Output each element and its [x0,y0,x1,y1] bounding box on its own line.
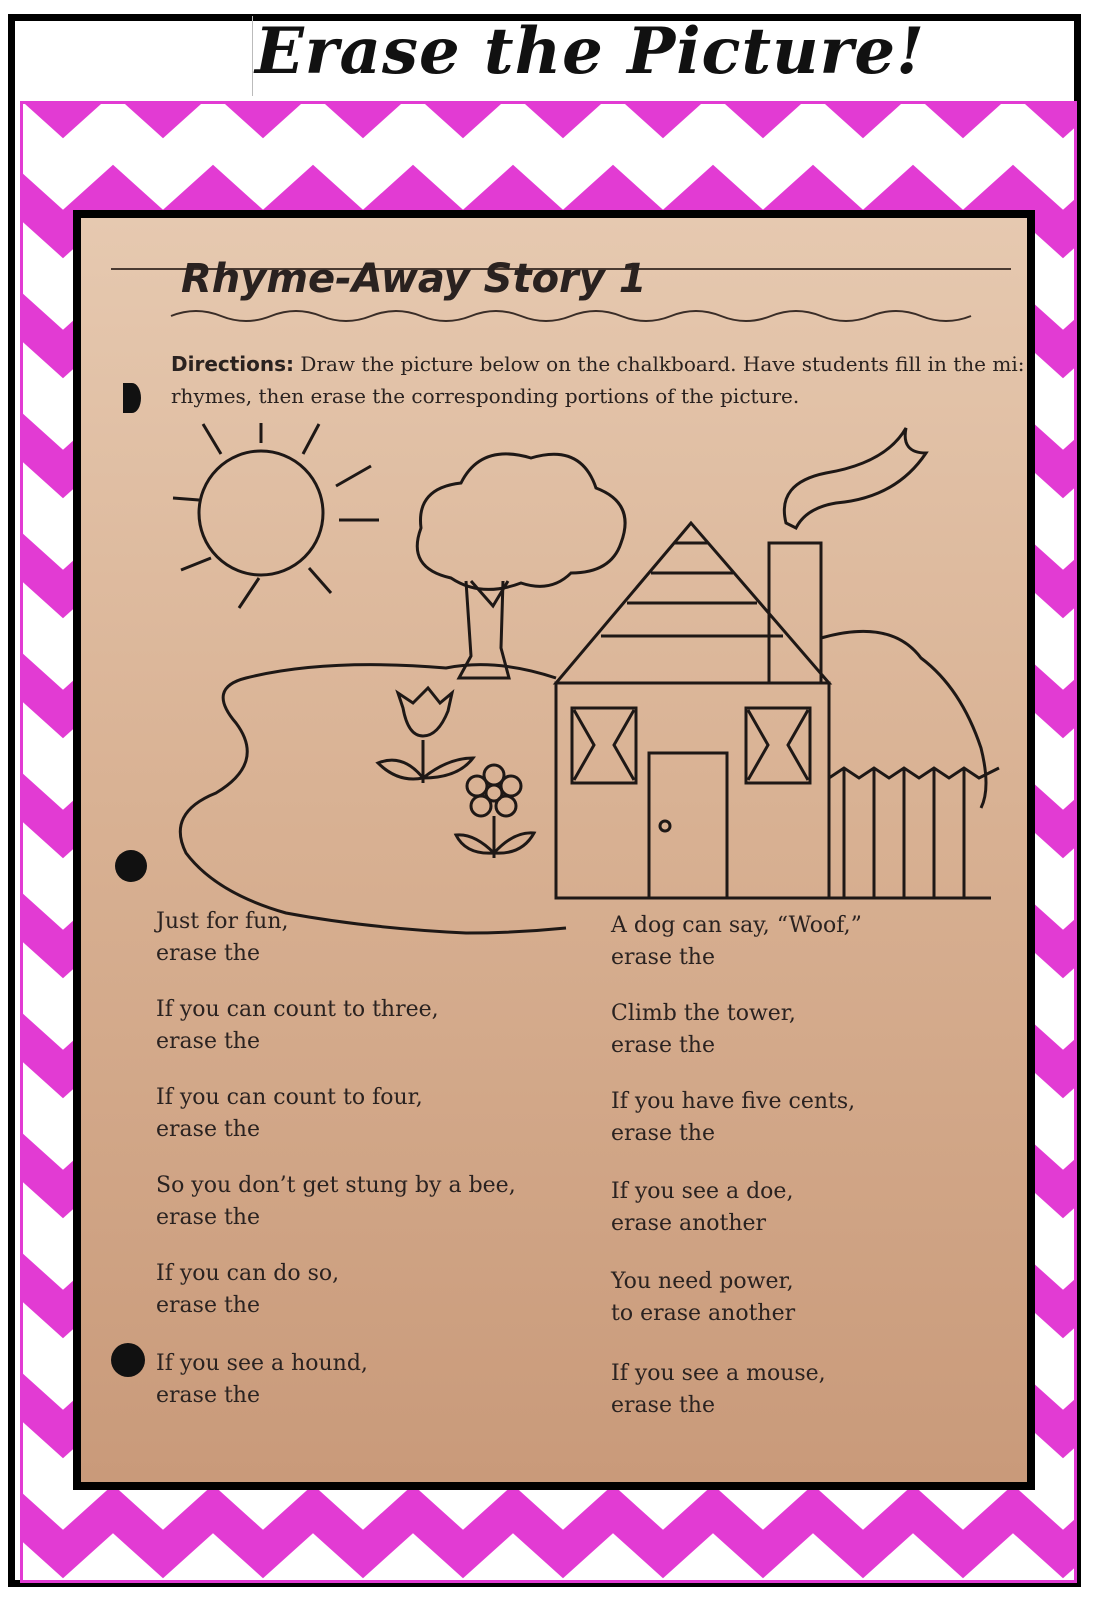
title-divider [252,16,253,96]
right-rhyme-3 [611,1086,855,1150]
rhyme-line-2: erase the [156,1117,260,1142]
rhyme-line-2: erase the [156,1293,260,1318]
rhyme-line-2: erase the [611,1033,715,1058]
right-rhyme-6 [611,1358,826,1422]
sun-drawing [173,423,379,608]
rhyme-line-1: If you see a doe, [611,1179,794,1204]
rhyme-line-1: You need power, [611,1269,794,1294]
rhyme-line-1: If you see a hound, [156,1351,368,1376]
house-drawing [556,523,829,898]
right-rhyme-5 [611,1266,795,1330]
smoke-drawing [784,428,926,528]
punch-hole-bottom [111,1343,145,1377]
directions-text [171,348,1035,412]
rhyme-line-2: erase the [156,1205,260,1230]
rhyme-line-1: If you can count to three, [156,997,439,1022]
left-rhyme-4 [156,1170,516,1234]
rhyme-line-1: If you see a mouse, [611,1361,826,1386]
rhyme-line-1: If you can do so, [156,1261,340,1286]
left-rhyme-3 [156,1082,423,1146]
chevron-stripe [23,104,1074,114]
rhyme-line-2: erase the [611,945,715,970]
rhyme-line-2: to erase another [611,1301,796,1326]
punch-hole-middle [115,850,147,882]
rhyme-line-2: erase the [156,1029,260,1054]
rhyme-line-2: erase the [156,941,260,966]
tree-drawing [417,454,625,678]
left-rhyme-2 [156,994,439,1058]
rhyme-line-2: erase the [611,1121,715,1146]
daisy-drawing [456,765,534,858]
rhyme-line-1: A dog can say, “Woof,” [611,913,862,938]
chevron-stripe [23,1509,1074,1554]
tulip-drawing [378,688,473,783]
rhyme-line-1: If you have five cents, [611,1089,856,1114]
right-rhyme-4 [611,1176,793,1240]
chimney-drawing [769,543,821,683]
rhyme-line-1: Just for fun, [156,909,289,934]
rhyme-line-2: erase the [156,1383,260,1408]
fence-drawing [821,768,999,898]
rhyme-line-1: If you can count to four, [156,1085,423,1110]
right-rhyme-1 [611,910,862,974]
left-rhyme-1 [156,906,288,970]
punch-hole-top [123,383,141,413]
rhyme-line-2: erase the [611,1393,715,1418]
rhyme-line-1: So you don’t get stung by a bee, [156,1173,516,1198]
left-rhyme-6 [156,1348,368,1412]
right-rhyme-2 [611,998,796,1062]
left-rhyme-5 [156,1258,339,1322]
worksheet-title: Rhyme-Away Story 1 [181,256,647,302]
worksheet-photo [73,210,1035,1490]
directions-line-2: rhymes, then erase the corresponding portions of the picture. [171,384,800,408]
directions-label: Directions: [171,352,295,376]
wavy-underline [171,311,971,321]
ground-outline [180,665,566,933]
directions-line-1: Draw the picture below on the chalkboard. Have students fill in the mi: [300,352,1025,376]
rhyme-line-1: Climb the tower, [611,1001,796,1026]
rhyme-line-2: erase another [611,1211,767,1236]
page-title: Erase the Picture! [255,14,926,89]
